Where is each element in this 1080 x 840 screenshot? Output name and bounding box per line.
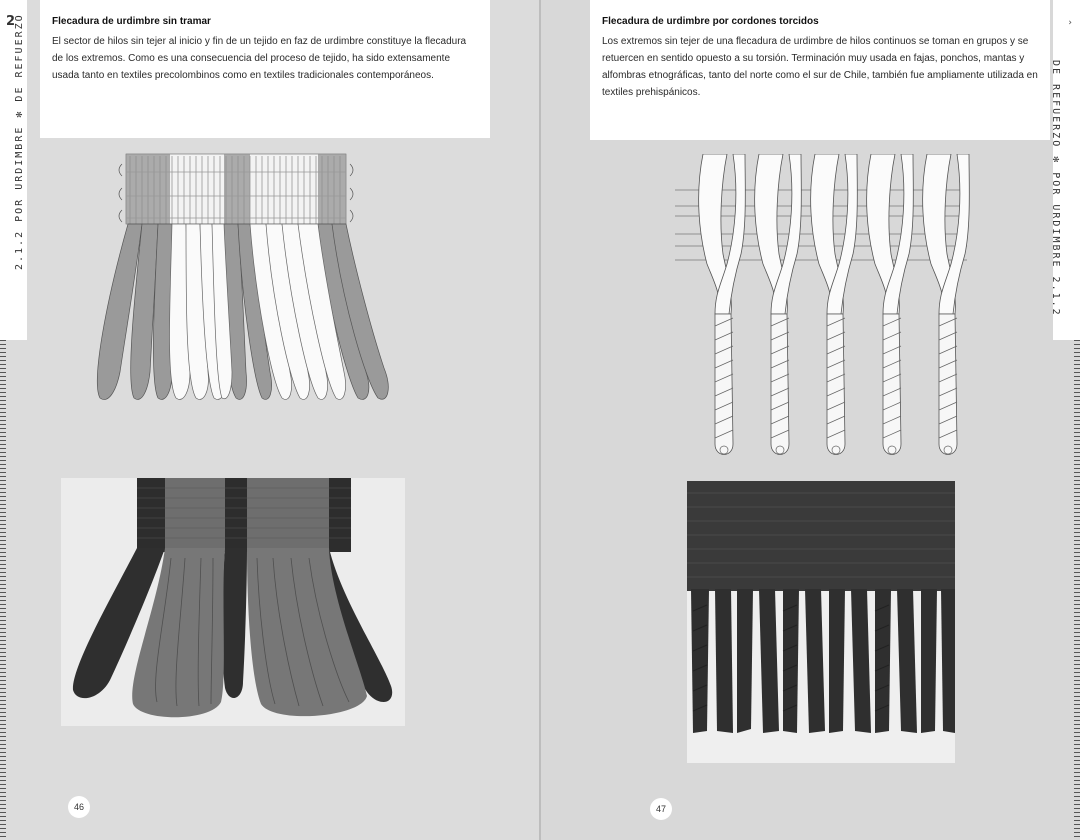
page-edge-ticks [1074,340,1080,840]
spine-label-left: 2.1.2 POR URDIMBRE ✻ DE REFUERZO [14,13,25,270]
fringe-loops-illustration [86,152,406,404]
twisted-cords-illustration [675,154,971,468]
fringe-photo-left [61,478,405,726]
corner-mark: › [1068,18,1072,28]
page-edge-ticks [0,340,6,840]
page-number: 47 [650,798,672,820]
section-body: Los extremos sin tejer de una flecadura de urdimbre de hilos continuos se toman en grupos y se retuercen en sentido opuesto a su torsión. Terminación muy usada en fajas, ponchos, mantas y alfombras etnográficas, tanto del norte como el sur de Chile, también fue ampliamente utilizada en textiles prehispánicos. [602,36,1038,98]
section-heading: Flecadura de urdimbre por cordones torcidos [602,16,819,27]
section-heading: Flecadura de urdimbre sin tramar [52,16,211,27]
spine-label-right: DE REFUERZO ✻ POR URDIMBRE 2.1.2 [1050,60,1061,317]
fringe-photo-right [687,481,955,763]
text-block-right [590,0,1050,140]
section-body: El sector de hilos sin tejer al inicio y fin de un tejido en faz de urdimbre constituye la flecadura de los extremos. Como es una consecuencia del proceso de tejido, ha sido extensamente usada tanto en textiles precolombinos como en textiles tradicionales contemporáneos. [52,36,467,81]
text-block-left [40,0,490,138]
chapter-number: 2 [6,14,16,29]
right-page [541,0,1080,840]
page-number: 46 [68,796,90,818]
